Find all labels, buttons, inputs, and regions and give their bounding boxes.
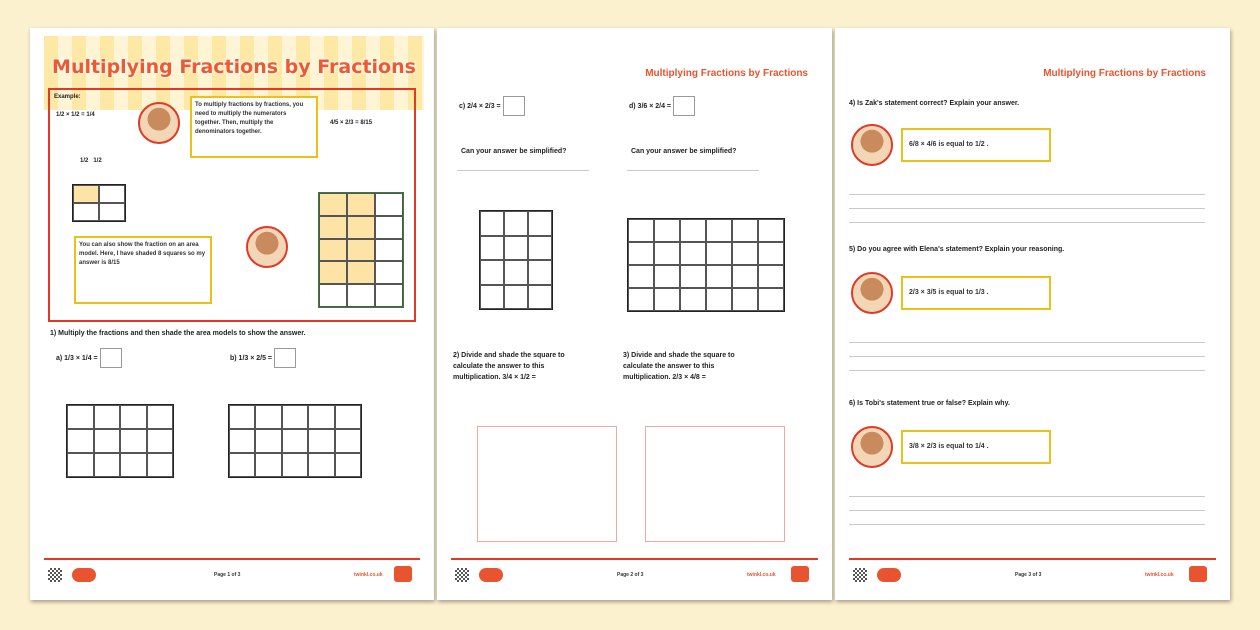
- answer-line-d[interactable]: [627, 170, 759, 171]
- drawing-square-3[interactable]: [645, 426, 785, 542]
- student-avatar: [246, 226, 288, 268]
- task-2-instruction: 2) Divide and shade the square to calculate the answer to this multiplication. 3/4 × 1/2 =: [453, 352, 565, 381]
- area-model-d[interactable]: [627, 218, 785, 312]
- example-area-model: [318, 192, 404, 308]
- grid-top-labels: 1/2 1/2: [80, 158, 102, 164]
- question-4: 4) Is Zak's statement correct? Explain your answer.: [849, 100, 1020, 107]
- worksheet-page-1: [30, 28, 434, 600]
- corner-logo: [1189, 566, 1207, 582]
- corner-logo: [394, 566, 412, 582]
- area-model-c[interactable]: [479, 210, 553, 310]
- question-b-text: b) 1/3 × 2/5 =: [230, 354, 273, 362]
- answer-line-4a[interactable]: [849, 194, 1205, 195]
- tobi-statement: 3/8 × 2/3 is equal to 1/4 .: [901, 430, 1051, 464]
- twinkl-logo: [877, 568, 901, 582]
- worksheet-page-2: [437, 28, 832, 600]
- example-equation: 1/2 × 1/2 = 1/4: [56, 112, 95, 118]
- page-footer: [44, 558, 420, 578]
- speech-bubble-1: To multiply fractions by fractions, you need to multiply the numerators together. Then, multiply the denominators together.: [190, 96, 318, 158]
- corner-logo: [791, 566, 809, 582]
- question-c-text: c) 2/4 × 2/3 =: [459, 102, 501, 110]
- answer-line-5a[interactable]: [849, 342, 1205, 343]
- page-title: Multiplying Fractions by Fractions: [52, 56, 416, 78]
- elena-statement: 2/3 × 3/5 is equal to 1/3 .: [901, 276, 1051, 310]
- simplify-prompt-d: Can your answer be simplified?: [631, 148, 737, 155]
- twinkl-logo: [479, 568, 503, 582]
- area-model-a[interactable]: [66, 404, 174, 478]
- question-c: [459, 96, 525, 116]
- page-number: Page 2 of 3: [617, 572, 644, 578]
- drawing-square-2[interactable]: [477, 426, 617, 542]
- answer-line-4b[interactable]: [849, 208, 1205, 209]
- page-footer: [451, 558, 818, 578]
- question-b: [230, 348, 296, 368]
- page-number: Page 3 of 3: [1015, 572, 1042, 578]
- task-3-instruction: 3) Divide and shade the square to calculate the answer to this multiplication. 2/3 × 4/8 =: [623, 352, 735, 381]
- qr-code: [853, 568, 867, 582]
- simplify-prompt-c: Can your answer be simplified?: [461, 148, 567, 155]
- page-number: Page 1 of 3: [214, 572, 241, 578]
- example-label: Example:: [54, 94, 81, 100]
- brand-link[interactable]: twinkl.co.uk: [747, 572, 776, 578]
- page-footer: [849, 558, 1216, 578]
- zak-avatar: [851, 124, 893, 166]
- question-a: [56, 348, 122, 368]
- task-1-instruction: 1) Multiply the fractions and then shade the area models to show the answer.: [50, 330, 306, 337]
- answer-line-6c[interactable]: [849, 524, 1205, 525]
- zak-statement: 6/8 × 4/6 is equal to 1/2 .: [901, 128, 1051, 162]
- answer-line-4c[interactable]: [849, 222, 1205, 223]
- question-6: 6) Is Tobi's statement true or false? Explain why.: [849, 400, 1010, 407]
- qr-code: [455, 568, 469, 582]
- brand-link[interactable]: twinkl.co.uk: [354, 572, 383, 578]
- example-equation-2: 4/5 × 2/3 = 8/15: [330, 120, 373, 126]
- qr-code: [48, 568, 62, 582]
- question-5: 5) Do you agree with Elena's statement? Explain your reasoning.: [849, 246, 1065, 253]
- worksheet-page-3: [835, 28, 1230, 600]
- tobi-avatar: [851, 426, 893, 468]
- answer-box-d[interactable]: [673, 96, 695, 116]
- question-d-text: d) 3/6 × 2/4 =: [629, 102, 672, 110]
- page-title: Multiplying Fractions by Fractions: [645, 68, 808, 79]
- page-title: Multiplying Fractions by Fractions: [1043, 68, 1206, 79]
- answer-box-a[interactable]: [100, 348, 122, 368]
- teacher-avatar: [138, 102, 180, 144]
- question-a-text: a) 1/3 × 1/4 =: [56, 354, 98, 362]
- answer-line-5c[interactable]: [849, 370, 1205, 371]
- answer-box-b[interactable]: [274, 348, 296, 368]
- brand-link[interactable]: twinkl.co.uk: [1145, 572, 1174, 578]
- twinkl-logo: [72, 568, 96, 582]
- example-box: [48, 88, 416, 322]
- speech-bubble-2: You can also show the fraction on an area model. Here, I have shaded 8 squares so my answer is 8/15: [74, 236, 212, 304]
- answer-box-c[interactable]: [503, 96, 525, 116]
- area-model-b[interactable]: [228, 404, 362, 478]
- answer-line-6a[interactable]: [849, 496, 1205, 497]
- example-small-grid: [72, 184, 126, 222]
- question-d: [629, 96, 695, 116]
- elena-avatar: [851, 272, 893, 314]
- answer-line-c[interactable]: [457, 170, 589, 171]
- answer-line-6b[interactable]: [849, 510, 1205, 511]
- answer-line-5b[interactable]: [849, 356, 1205, 357]
